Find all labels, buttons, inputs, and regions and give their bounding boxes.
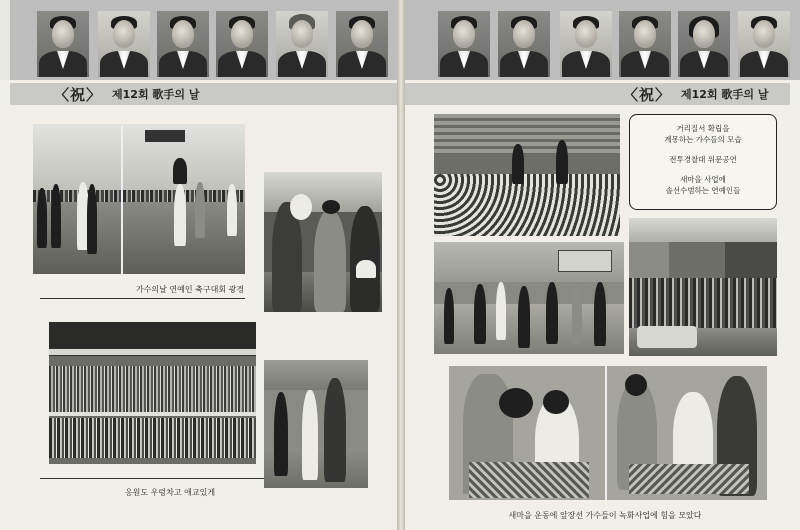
portrait-band bbox=[0, 0, 397, 80]
issue-title-bar bbox=[405, 83, 790, 105]
issue-title: 제12회 歌手의 날 bbox=[681, 88, 769, 101]
photo-troop-performance bbox=[434, 114, 620, 236]
caption-stadium: 응원도 우렁차고 애교있게 bbox=[124, 488, 216, 497]
goal-post bbox=[121, 126, 123, 274]
singer-portrait bbox=[498, 11, 550, 77]
issue-title: 제12회 歌手의 날 bbox=[112, 88, 200, 101]
singer-portrait bbox=[560, 11, 612, 77]
photo-street-parade bbox=[629, 218, 777, 356]
note-police-performance: 전투경찰대 위문공연 bbox=[669, 155, 737, 164]
page-gutter bbox=[397, 0, 405, 530]
singer-portrait bbox=[37, 11, 89, 77]
caption-rule bbox=[40, 298, 245, 299]
note-street-order-2: 계몽하는 가수들의 모습 bbox=[664, 135, 742, 144]
caption-soccer: 가수의날 연예인 축구대회 광경 bbox=[135, 285, 245, 294]
photo-singers-sashes bbox=[264, 172, 382, 312]
singer-portrait bbox=[216, 11, 268, 77]
singer-portrait bbox=[678, 11, 730, 77]
left-page bbox=[0, 0, 397, 530]
photo-walking-men bbox=[264, 360, 368, 488]
note-saemaul-1: 새마을 사업에 bbox=[680, 175, 726, 184]
portrait-band bbox=[405, 0, 800, 80]
issue-title-bar bbox=[10, 83, 397, 105]
singer-portrait bbox=[438, 11, 490, 77]
caption-rule bbox=[40, 478, 265, 479]
caption-tree-planting: 새마을 운동에 앞장선 가수들이 녹화사업에 힘을 모았다 bbox=[508, 511, 702, 520]
singer-portrait bbox=[98, 11, 150, 77]
singer-portrait bbox=[619, 11, 671, 77]
note-street-order-1: 거리질서 확립을 bbox=[676, 124, 730, 133]
singer-portrait bbox=[276, 11, 328, 77]
photo-street-campaign bbox=[434, 242, 624, 354]
singer-portrait bbox=[157, 11, 209, 77]
celebration-glyph: 〈祝〉 bbox=[623, 85, 672, 104]
celebration-glyph: 〈祝〉 bbox=[54, 85, 103, 104]
singer-portrait bbox=[738, 11, 790, 77]
photo-soccer-match bbox=[33, 124, 245, 274]
right-page bbox=[405, 0, 800, 530]
photo-tree-planting bbox=[449, 366, 767, 500]
photo-notes-box bbox=[629, 114, 777, 210]
note-saemaul-2: 솔선수범하는 연예인들 bbox=[665, 186, 741, 195]
photo-stadium-cheering bbox=[49, 322, 256, 464]
singer-portrait bbox=[336, 11, 388, 77]
band-edge bbox=[0, 0, 10, 80]
